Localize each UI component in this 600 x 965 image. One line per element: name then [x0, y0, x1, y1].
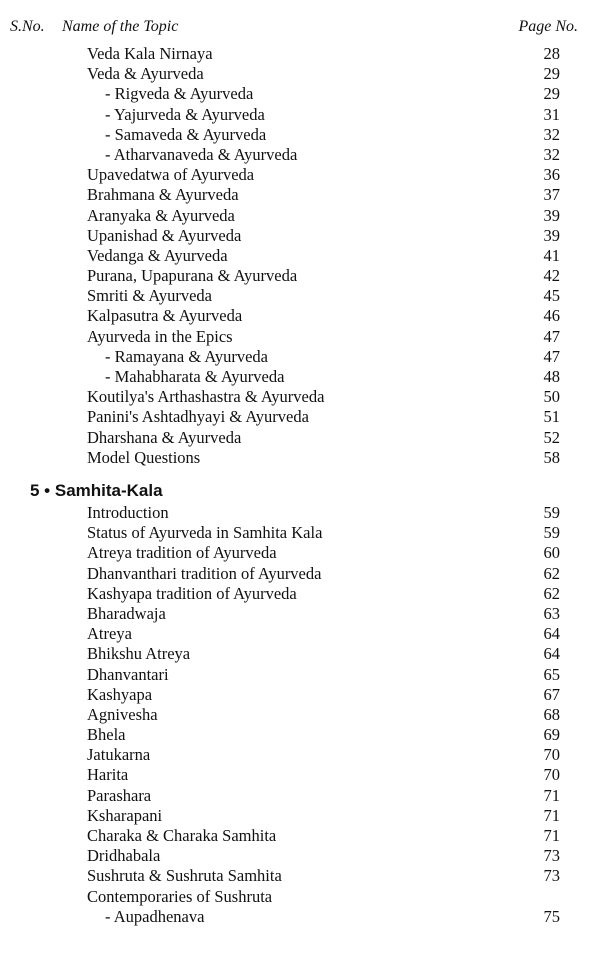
toc-entry-page: 32 [543, 124, 560, 144]
toc-entry-title: Dharshana & Ayurveda [87, 427, 242, 447]
toc-entry [0, 246, 600, 266]
toc-entry [0, 503, 600, 523]
toc-entry-page: 62 [543, 583, 560, 603]
toc-entry [0, 665, 600, 685]
toc-entry-title: Bharadwaja [87, 603, 166, 623]
toc-entry [0, 64, 600, 84]
toc-entry-title: Bhikshu Atreya [87, 644, 191, 664]
toc-entry-title: Upavedatwa of Ayurveda [87, 165, 255, 185]
toc-entry-title: Atreya [87, 624, 132, 644]
toc-entry [0, 387, 600, 407]
toc-entry [0, 185, 600, 205]
toc-entry-title: - Rigveda & Ayurveda [105, 84, 254, 104]
toc-entry [0, 543, 600, 563]
toc-entry [0, 765, 600, 785]
toc-entry-title: - Aupadhenava [105, 906, 205, 926]
toc-entry-page: 73 [543, 866, 560, 886]
toc-entry [0, 206, 600, 226]
toc-entry-page: 69 [543, 725, 560, 745]
toc-entry-title: - Yajurveda & Ayurveda [105, 104, 265, 124]
toc-entry-title: Aranyaka & Ayurveda [87, 205, 235, 225]
toc-section-5-entries [0, 503, 600, 927]
toc-entry-title: Sushruta & Sushruta Samhita [87, 866, 282, 886]
toc-entry [0, 644, 600, 664]
toc-entry-page: 58 [543, 447, 560, 467]
toc-entry [0, 846, 600, 866]
toc-entry-title: Smriti & Ayurveda [87, 286, 212, 306]
toc-entry-title: Ksharapani [87, 805, 163, 825]
toc-entry-page: 41 [543, 245, 560, 265]
toc-entry-title: - Ramayana & Ayurveda [105, 346, 268, 366]
toc-entry-page: 59 [543, 503, 560, 522]
toc-entry [0, 685, 600, 705]
toc-entry-title: Ayurveda in the Epics [87, 326, 233, 346]
toc-entry-page: 47 [543, 346, 560, 366]
toc-entry-title: Veda & Ayurveda [87, 64, 204, 84]
toc-entry-page: 31 [543, 104, 560, 124]
toc-entry-page: 36 [543, 165, 560, 185]
toc-entry [0, 105, 600, 125]
toc-entry [0, 604, 600, 624]
toc-entry-page: 51 [543, 407, 560, 427]
toc-entry-title: - Samaveda & Ayurveda [105, 124, 267, 144]
toc-entry [0, 806, 600, 826]
toc-entry-page: 71 [543, 785, 560, 805]
toc-entry-title: Kalpasutra & Ayurveda [87, 306, 243, 326]
toc-entry-page: 46 [543, 306, 560, 326]
page-number-heading: Page No. [518, 18, 578, 35]
toc-entry [0, 866, 600, 886]
toc-entry [0, 786, 600, 806]
toc-entry-page: 64 [543, 644, 560, 664]
toc-entry [0, 286, 600, 306]
toc-entry-page: 50 [543, 387, 560, 407]
toc-entry [0, 907, 600, 927]
toc-entry-title: Jatukarna [87, 745, 151, 765]
toc-entry-title: Panini's Ashtadhyayi & Ayurveda [87, 407, 309, 427]
toc-entry-page: 75 [543, 906, 560, 926]
toc-entry [0, 887, 600, 907]
toc-entry-page: 70 [543, 765, 560, 785]
toc-entry [0, 367, 600, 387]
toc-entry-page: 39 [543, 225, 560, 245]
toc-entry-title: Contemporaries of Sushruta [87, 886, 273, 906]
toc-entry [0, 44, 600, 64]
toc-entry [0, 448, 600, 468]
toc-entry-page: 29 [543, 64, 560, 84]
toc-entry-title: Dridhabala [87, 846, 161, 866]
toc-entry [0, 584, 600, 604]
toc-entry-title: Atreya tradition of Ayurveda [87, 543, 277, 563]
toc-entry-page: 32 [543, 144, 560, 164]
toc-entry-page: 62 [543, 563, 560, 583]
toc-entry [0, 407, 600, 427]
toc-entry-title: Introduction [87, 503, 169, 522]
toc-entry [0, 226, 600, 246]
toc-entry-title: Bhela [87, 725, 126, 745]
toc-entry [0, 725, 600, 745]
toc-entry-title: Upanishad & Ayurveda [87, 225, 242, 245]
toc-entry-page: 28 [543, 44, 560, 63]
toc-entry-page: 37 [543, 185, 560, 205]
toc-entry [0, 428, 600, 448]
toc-entry-page: 65 [543, 664, 560, 684]
toc-entry-title: - Atharvanaveda & Ayurveda [105, 144, 298, 164]
toc-entry-title: Agnivesha [87, 704, 158, 724]
topic-name-heading: Name of the Topic [62, 18, 179, 35]
toc-entry-page: 47 [543, 326, 560, 346]
toc-entry-title: Purana, Upapurana & Ayurveda [87, 266, 298, 286]
toc-section-4-entries [0, 44, 600, 468]
toc-entry-page: 39 [543, 205, 560, 225]
toc-entry-title: Charaka & Charaka Samhita [87, 826, 277, 845]
toc-entry [0, 347, 600, 367]
toc-entry-page: 48 [543, 367, 560, 386]
toc-entry [0, 523, 600, 543]
toc-entry-page: 29 [543, 84, 560, 104]
toc-entry-title: Status of Ayurveda in Samhita Kala [87, 523, 323, 543]
toc-entry-page: 64 [543, 624, 560, 644]
toc-entry-title: Harita [87, 765, 129, 785]
toc-entry-page: 71 [543, 826, 560, 845]
toc-entry [0, 705, 600, 725]
toc-entry [0, 327, 600, 347]
toc-entry [0, 165, 600, 185]
toc-entry [0, 266, 600, 286]
toc-entry [0, 826, 600, 846]
toc-header [10, 18, 578, 40]
toc-entry-page: 45 [543, 286, 560, 306]
toc-entry-title: Kashyapa [87, 684, 153, 704]
toc-entry-page: 71 [543, 805, 560, 825]
toc-entry-page: 70 [543, 745, 560, 765]
toc-entry [0, 306, 600, 326]
toc-entry [0, 84, 600, 104]
toc-entry-title: - Mahabharata & Ayurveda [105, 367, 285, 386]
toc-entry-page: 67 [543, 684, 560, 704]
toc-entry-page: 59 [543, 523, 560, 543]
toc-entry-title: Brahmana & Ayurveda [87, 185, 239, 205]
toc-entry-title: Parashara [87, 785, 152, 805]
toc-entry-title: Dhanvanthari tradition of Ayurveda [87, 563, 322, 583]
toc-entry-title: Kashyapa tradition of Ayurveda [87, 583, 297, 603]
section-heading-samhita-kala: 5 • Samhita-Kala [30, 481, 163, 500]
toc-entry-title: Vedanga & Ayurveda [87, 245, 228, 265]
toc-entry [0, 745, 600, 765]
toc-entry [0, 564, 600, 584]
toc-entry-page: 63 [543, 603, 560, 623]
toc-entry-page: 42 [543, 266, 560, 286]
toc-entry [0, 125, 600, 145]
toc-entry [0, 624, 600, 644]
toc-entry [0, 145, 600, 165]
toc-entry-title: Koutilya's Arthashastra & Ayurveda [87, 387, 325, 407]
toc-entry-page: 73 [543, 846, 560, 866]
toc-entry-title: Dhanvantari [87, 664, 169, 684]
toc-entry-title: Veda Kala Nirnaya [87, 44, 213, 63]
toc-entry-page: 52 [543, 427, 560, 447]
serial-number-heading: S.No. [10, 18, 45, 35]
toc-entry-page: 68 [543, 704, 560, 724]
toc-entry-title: Model Questions [87, 447, 201, 467]
toc-entry-page: 60 [543, 543, 560, 563]
